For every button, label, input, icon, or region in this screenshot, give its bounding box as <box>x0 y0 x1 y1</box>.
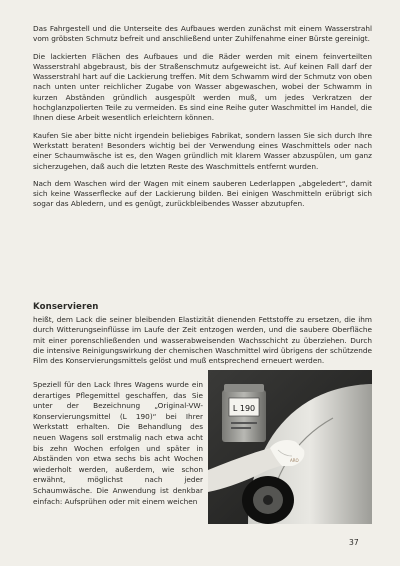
paragraph-chassis: Das Fahrgestell und die Unterseite des Aufbaues werden zunächst mit einem Wasserstrahl vom gröbsten Schmutz befreit und anschließend unter Zuhilfenahme einer Bürste gereinigt. <box>33 24 372 44</box>
paragraph-detergent-advice: Kaufen Sie aber bitte nicht irgendein beliebiges Fabrikat, sondern lassen Sie sich durch Ihre Werkstatt beraten! Besonders wichtig bei der Verwendung eines Waschmittels oder nach einer Schaumwäsche ist es, den Wagen gründlich mit klarem Wasser abzuspülen, um ganz sicherzugehen, daß auch die letzten Reste des Waschmittels entfernt wurden. <box>33 130 372 171</box>
intro-text-block <box>33 24 372 210</box>
page-number: 37 <box>349 538 359 547</box>
conserve-text-block <box>33 315 372 366</box>
paragraph-conserve: heißt, dem Lack die seiner bleibenden Elastizität dienenden Fettstoffe zu ersetzen, die ihm durch Witterungseinflüsse im Laufe der Zeit entzogen werden, und die saubere Oberfläche mit einer porenschließenden und wasserabweisenden Wachsschicht zu überziehen. Durch die intensive Reinigungswirkung der chemischen Waschmittel wird übrigens der schützende Film des Konservierungsmittels gelöst und muß entsprechend erneuert werden. <box>33 315 372 366</box>
section-heading: Konservieren <box>33 302 99 312</box>
column-text-block <box>33 380 203 507</box>
paragraph-polish-product: Speziell für den Lack Ihres Wagens wurde ein derartiges Pflegemittel geschaffen, das Sie unter der Bezeichnung „Original-VW-Konservierungsmittel (L 190)“ bei Ihrer Werkstatt erhalten. Die Behandlung des neuen Wagens soll erstmalig nach etwa acht bis zehn Wochen erfolgen und später in Abständen von etwa sechs bis acht Wochen wiederholt werden, außerdem, wie schon erwähnt, möglichst nach jeder Schaumwäsche. Die Anwendung ist denkbar einfach: Aufsprühen oder mit einem weichen <box>33 380 203 506</box>
car-polish-photo <box>208 370 372 524</box>
paragraph-drying: Nach dem Waschen wird der Wagen mit einem sauberen Lederlappen „abgeledert“, damit sich keine Wasserflecke auf der Lackierung bilden. Bei einigen Waschmitteln erübrigt sich sogar das Abledern, und es genügt, zurückbleibendes Wasser abzutupfen. <box>33 178 372 209</box>
paragraph-painted-surfaces: Die lackierten Flächen des Aufbaues und die Räder werden mit einem feinverteilten Wasserstrahl abgebraust, bis der Straßenschmutz aufgeweicht ist. Auf keinen Fall darf der Wasserstrahl hart auf die Lackierung treffen. Mit dem Schwamm wird der Schmutz von oben nach unten unter reichlicher Zugabe von Wasser abgewaschen, wobei der Schwamm in kurzen Abständen gründlich ausgespült werden muß, um jedes Verkratzen der hochglanzpolierten Teile zu vermeiden. Es sind eine Reihe guter Waschmittel im Handel, die Ihnen diese Arbeit wesentlich erleichtern können. <box>33 51 372 123</box>
can-label: L 190 <box>232 404 256 413</box>
svg-text:ARO: ARO <box>290 458 299 463</box>
photo-illustration <box>208 370 372 524</box>
